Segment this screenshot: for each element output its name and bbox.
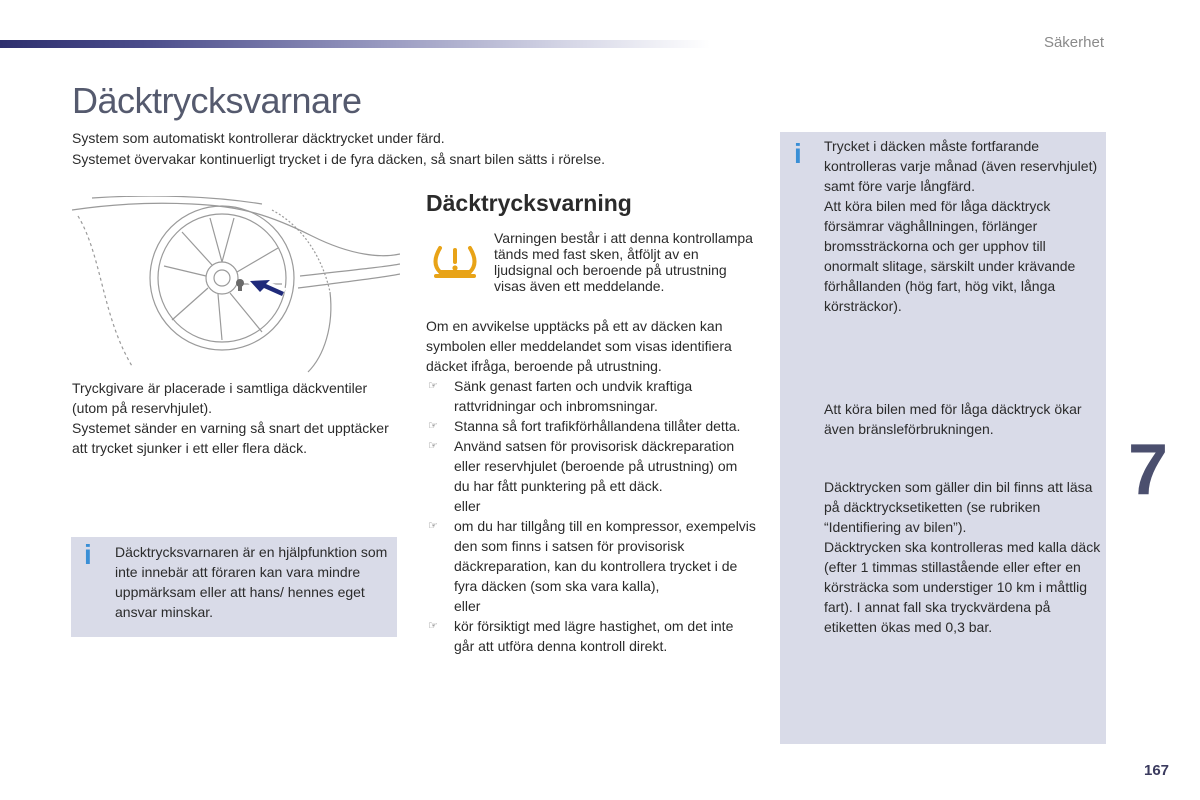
cold-tire-check: Däcktrycken ska kontrolleras med kalla däck (efter 1 timmas stillastående eller efter en körsträcka som understiger 10 km i måttlig fart). I annat fall ska tryckvärdena på etiketten ökas med 0,3 bar.: [824, 539, 1101, 635]
list-item: ☞ Använd satsen för provisorisk däckreparation eller reservhjulet (beroende på utrustning) om du har fått punktering på ett däck.: [428, 438, 738, 494]
arrow-pointer-icon: [250, 280, 284, 296]
middle-body: [426, 316, 756, 656]
valve-sensor-icon: [236, 279, 244, 291]
list-item: ☞ Sänk genast farten och undvik kraftiga rattvridningar och inbromsningar.: [428, 378, 693, 414]
list-item: ☞ kör försiktigt med lägre hastighet, om det inte går att utföra denna kontroll direkt.: [428, 618, 734, 654]
info-box-right-text: [824, 136, 1104, 316]
tire-valve-illustration: [72, 196, 400, 374]
header-gradient-bar: [0, 40, 710, 48]
list-item: ☞ om du har tillgång till en kompressor, exempelvis den som finns i satsen för provisorisk däckreparation, kan du kontrollera trycket i de fyra däcken (som ska vara kalla),: [428, 518, 756, 594]
page-number: 167: [1144, 762, 1170, 779]
or-separator: eller: [454, 598, 481, 614]
action-list: [426, 376, 756, 656]
pressure-label-location: Däcktrycken som gäller din bil finns att läsa på däcktrycksetiketten (se rubriken “Identifiering av bilen”).: [824, 479, 1093, 535]
pointing-hand-icon: ☞: [428, 440, 438, 452]
list-item: ☞ Stanna så fort trafikförhållandena tillåter detta.: [428, 418, 741, 434]
pointing-hand-icon: ☞: [428, 520, 438, 532]
info-box-help-function: [71, 537, 397, 637]
fuel-consumption-text: Att köra bilen med för låga däcktryck ökar även bränsleförbrukningen.: [824, 401, 1082, 437]
pressure-label-text: [824, 477, 1104, 637]
intro: [72, 128, 712, 170]
info-icon: i: [84, 539, 92, 570]
warning-lamp-description: Varningen består i att denna kontrollampa tänds med fast sken, åtföljt av en ljudsignal och beroende på utrustning visas även ett meddelande.: [494, 230, 753, 294]
section-heading: Däcktrycksvarning: [426, 190, 632, 216]
low-pressure-effects-text: Att köra bilen med för låga däcktryck försämrar väghållningen, förlänger bromssträckorna och ger upphov till onormalt slitage, särskilt under krävande förhållanden (hög fart, hög vikt, långa körsträckor).: [824, 198, 1076, 314]
or-separator: eller: [454, 498, 481, 514]
system-warning-text: Systemet sänder en varning så snart det upptäcker att trycket sjunker i ett eller flera däck.: [72, 420, 389, 456]
info-box-left-text: Däcktrycksvarnaren är en hjälpfunktion som inte innebär att föraren kan vara mindre uppmärksam eller att hans/ hennes eget ansvar minskar.: [115, 544, 388, 620]
sensor-location-text: Tryckgivare är placerade i samtliga däckventiler (utom på reservhjulet).: [72, 380, 368, 416]
chapter-number: 7: [1128, 430, 1169, 510]
pointing-hand-icon: ☞: [428, 420, 438, 432]
monthly-check-text: Trycket i däcken måste fortfarande kontrolleras varje månad (även reservhjulet) samt före varje långfärd.: [824, 138, 1098, 194]
pointing-hand-icon: ☞: [428, 380, 438, 392]
deviation-text: Om en avvikelse upptäcks på ett av däcken kan symbolen eller meddelandet som visas identifiera däcket ifråga, beroende på utrustning.: [426, 318, 732, 374]
info-box-pressure-check: [780, 132, 1106, 744]
intro-line-2: Systemet övervakar kontinuerligt trycket i de fyra däcken, så snart bilen sätts i rörelse.: [72, 151, 606, 167]
page-title: Däcktrycksvarnare: [72, 80, 362, 121]
section-name: Säkerhet: [1043, 34, 1104, 51]
info-icon: i: [794, 138, 802, 169]
intro-line-1: System som automatiskt kontrollerar däcktrycket under färd.: [72, 130, 445, 146]
pointing-hand-icon: ☞: [428, 620, 438, 632]
left-text: [72, 378, 402, 458]
tire-pressure-warning-icon: [432, 236, 478, 282]
